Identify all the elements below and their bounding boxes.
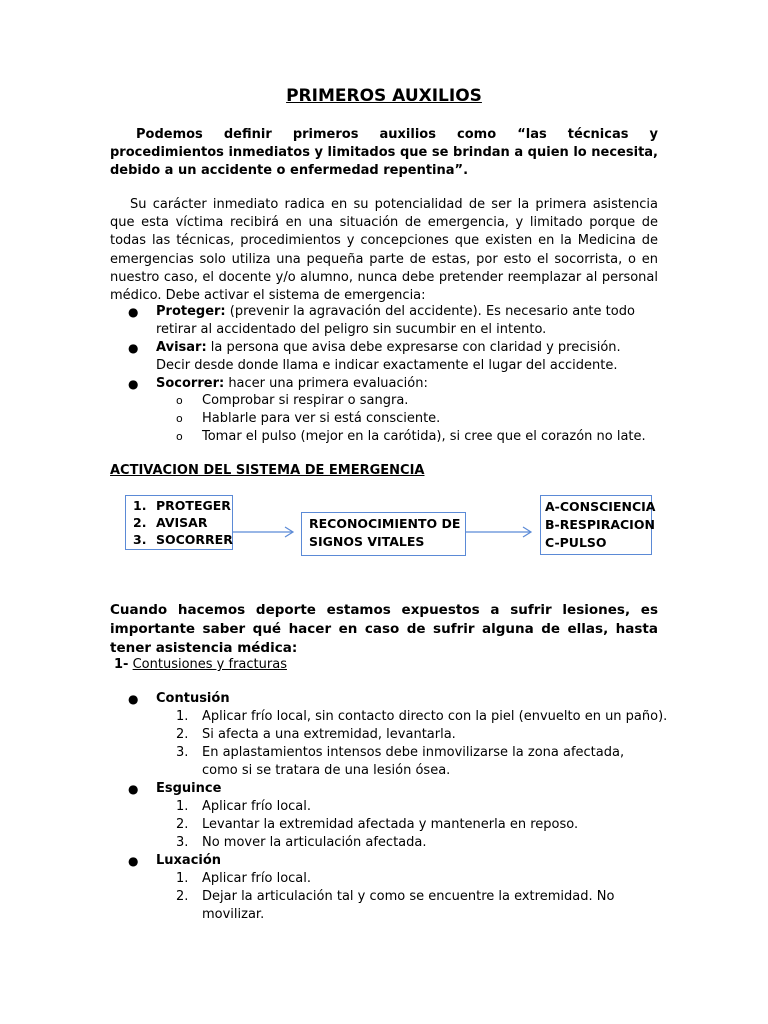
step-label: AVISAR [156, 515, 208, 530]
arrow-1 [232, 527, 293, 537]
step-number: 1. [176, 871, 189, 886]
step-number: 3. [133, 532, 147, 547]
bullet-label: Proteger: [156, 304, 226, 319]
box-line: RECONOCIMIENTO DE [309, 516, 461, 531]
section-heading-activacion: ACTIVACION DEL SISTEMA DE EMERGENCIA [110, 463, 425, 478]
step-number: 3. [176, 835, 189, 850]
arrow-2 [465, 527, 531, 537]
bullet-text: hacer una primera evaluación: [224, 376, 428, 391]
step-label: PROTEGER [156, 498, 231, 513]
circle-bullet-icon: o [176, 412, 183, 425]
bullet-text: (prevenir la agravación del accidente). Es necesario ante todo retirar al accidentado del peligro sin sucumbir en el intento. [156, 304, 635, 337]
step-text: No mover la articulación afectada. [202, 835, 427, 850]
step-number: 3. [176, 745, 189, 760]
bullet-icon: ● [128, 305, 139, 319]
bullet-label: Avisar: [156, 340, 207, 355]
step-text: En aplastamientos intensos debe inmovilizarse la zona afectada, como si se tratara de una lesión ósea. [202, 745, 625, 778]
step-number: 2. [176, 889, 189, 904]
bullet-icon: ● [128, 377, 139, 391]
injury-name: Esguince [156, 781, 222, 796]
bullet-icon: ● [128, 692, 139, 706]
step-label: SOCORRER [156, 532, 233, 547]
bullet-icon: ● [128, 341, 139, 355]
box-line: SIGNOS VITALES [309, 534, 425, 549]
step-text: Si afecta a una extremidad, levantarla. [202, 727, 456, 742]
sub-item-text: Hablarle para ver si está consciente. [202, 411, 441, 426]
bullet-label: Socorrer: [156, 376, 225, 391]
step-number: 2. [176, 817, 189, 832]
step-text: Aplicar frío local. [202, 799, 312, 814]
deporte-paragraph: Cuando hacemos deporte estamos expuestos a sufrir lesiones, es importante saber qué hacer en caso de sufrir alguna de ellas, hasta tener asistencia médica: [110, 602, 658, 656]
step-number: 1. [133, 498, 147, 513]
page-title: PRIMEROS AUXILIOS [286, 86, 482, 106]
circle-bullet-icon: o [176, 430, 183, 443]
circle-bullet-icon: o [176, 394, 183, 407]
box-line: B-RESPIRACION [545, 517, 655, 532]
injury-name: Contusión [156, 691, 230, 706]
box-line: A-CONSCIENCIA [545, 499, 656, 514]
step-text: Levantar la extremidad afectada y mantenerla en reposo. [202, 817, 579, 832]
bullet-text: la persona que avisa debe expresarse con claridad y precisión. Decir desde donde llama e indicar exactamente el lugar del accidente. [156, 340, 621, 373]
sub-item-text: Comprobar si respirar o sangra. [202, 393, 409, 408]
section-1-heading [114, 656, 287, 674]
box-line: C-PULSO [545, 535, 607, 550]
step-number: 2. [176, 727, 189, 742]
step-text: Aplicar frío local, sin contacto directo con la piel (envuelto en un paño). [202, 709, 668, 724]
step-text: Dejar la articulación tal y como se encuentre la extremidad. No movilizar. [202, 889, 615, 922]
step-number: 1. [176, 799, 189, 814]
bullet-icon: ● [128, 854, 139, 868]
step-number: 2. [133, 515, 147, 530]
injury-name: Luxación [156, 853, 222, 868]
step-text: Aplicar frío local. [202, 871, 312, 886]
bullet-icon: ● [128, 782, 139, 796]
description-paragraph: Su carácter inmediato radica en su potencialidad de ser la primera asistencia que esta víctima recibirá en una situación de emergencia, y limitado porque de todas las técnicas, procedimientos y concepciones que existen en la Medicina de emergencias solo utiliza una pequeña parte de estas, por esto el socorrista, o en nuestro caso, el docente y/o alumno, nunca debe pretender reemplazar al personal médico. Debe activar el sistema de emergencia: [110, 197, 658, 304]
section-number: 1- [114, 657, 129, 672]
intro-paragraph: Podemos definir primeros auxilios como “las técnicas y procedimientos inmediatos y limitados que se brindan a quien lo necesita, debido a un accidente o enfermedad repentina”. [110, 127, 658, 178]
section-title: Contusiones y fracturas [132, 657, 287, 672]
step-number: 1. [176, 709, 189, 724]
sub-item-text: Tomar el pulso (mejor en la carótida), si cree que el corazón no late. [202, 429, 646, 444]
